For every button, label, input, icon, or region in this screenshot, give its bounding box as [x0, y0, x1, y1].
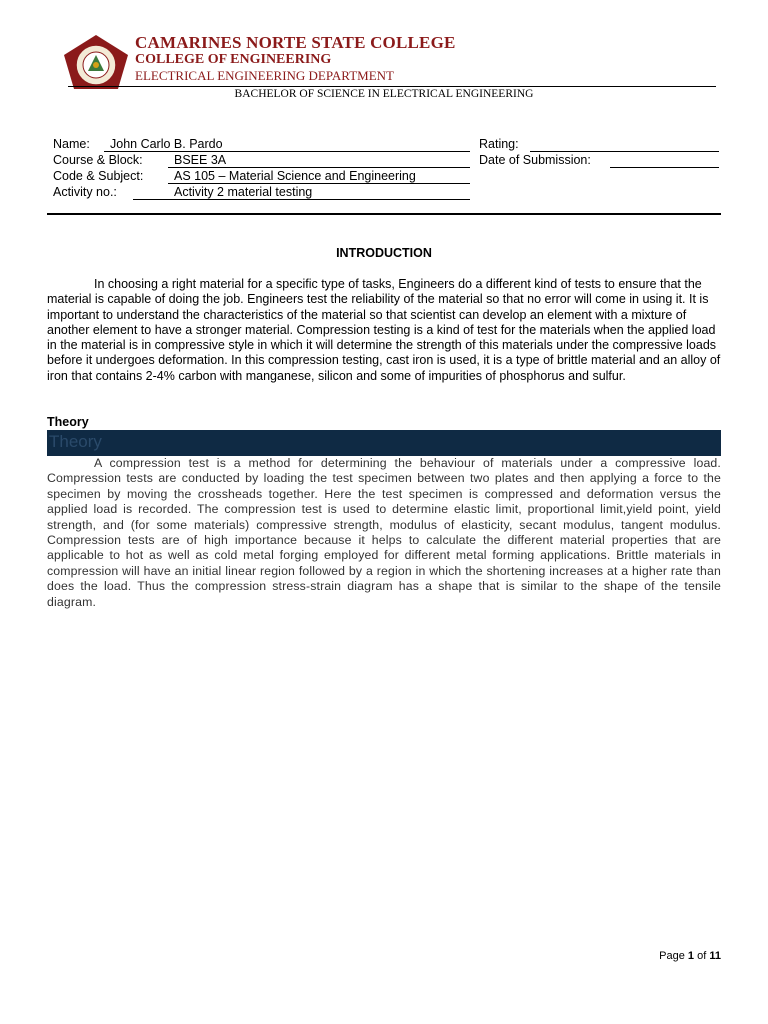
- subject-value: AS 105 – Material Science and Engineering: [174, 169, 416, 183]
- school-name: COLLEGE OF ENGINEERING: [135, 52, 332, 67]
- page-number: [659, 950, 721, 962]
- college-name: CAMARINES NORTE STATE COLLEGE: [135, 33, 456, 52]
- course-value: BSEE 3A: [174, 153, 227, 167]
- name-value: John Carlo B. Pardo: [110, 137, 223, 151]
- rating-label: Rating:: [479, 137, 519, 151]
- activity-value: Activity 2 material testing: [174, 185, 313, 199]
- submission-label: Date of Submission:: [479, 153, 591, 167]
- course-label: Course & Block:: [53, 153, 143, 167]
- submission-underline: [610, 167, 719, 168]
- introduction-title: INTRODUCTION: [336, 246, 432, 260]
- college-seal-logo: [62, 33, 130, 91]
- total-pages: 11: [709, 950, 721, 962]
- department-name: ELECTRICAL ENGINEERING DEPARTMENT: [135, 68, 394, 83]
- activity-label: Activity no.:: [53, 185, 117, 199]
- of-word: of: [697, 950, 707, 962]
- subject-underline: [168, 183, 470, 184]
- course-underline: [168, 167, 470, 168]
- program-name: BACHELOR OF SCIENCE IN ELECTRICAL ENGINEERING: [234, 88, 534, 100]
- activity-underline: [133, 199, 470, 200]
- current-page: 1: [687, 950, 695, 962]
- header-rule: [68, 86, 716, 87]
- rating-underline: [530, 151, 719, 152]
- name-label: Name:: [53, 137, 90, 151]
- subject-label: Code & Subject:: [53, 169, 144, 183]
- page-word: Page: [659, 950, 685, 962]
- theory-body: A compression test is a method for determining the behaviour of materials under a compressive load. Compression tests are conducted by loading the test specimen between two plates and then applying a force to the specimen by moving the crossheads together. Here the test specimen is compressed and deformation versus the applied load is recorded. The compression test is used to determine elastic limit, proportional limit,yield point, yield strength, and (for some materials) compressive strength, modulus of elasticity, secant modulus, tangent modulus. Compression tests are of high importance because it helps to calculate the different material properties that are applicable to hot as well as cold metal forging employed for different metal forming applications. Brittle materials in compression will have an initial linear region followed by a region in which the shortening increases at a higher rate than does the load. Thus the compression stress-strain diagram has a shape that is similar to the shape of the tensile diagram.: [47, 456, 721, 609]
- form-separator: [47, 213, 721, 215]
- theory-label: Theory: [47, 415, 89, 429]
- theory-band-text: Theory: [49, 432, 102, 451]
- introduction-body: In choosing a right material for a specific type of tasks, Engineers do a different kind of tests to ensure that the material is capable of doing the job. Engineers test the reliability of the material so that no error will come in using it. It is important to understand the characteristics of the material so that scientist can develop an element with a mixture of another element to have a stronger material. Compression testing is a kind of test for the materials when the applied load in the material is in compressive style in which it will determine the strength of this materials under the compressive loads before it undergoes deformation. In this compression testing, cast iron is used, it is a type of brittle material and an alloy of iron that contains 2-4% carbon with manganese, silicon and some of impurities of phosphorus and sulfur.: [47, 277, 721, 383]
- theory-heading-band: [47, 430, 721, 456]
- name-underline: [104, 151, 470, 152]
